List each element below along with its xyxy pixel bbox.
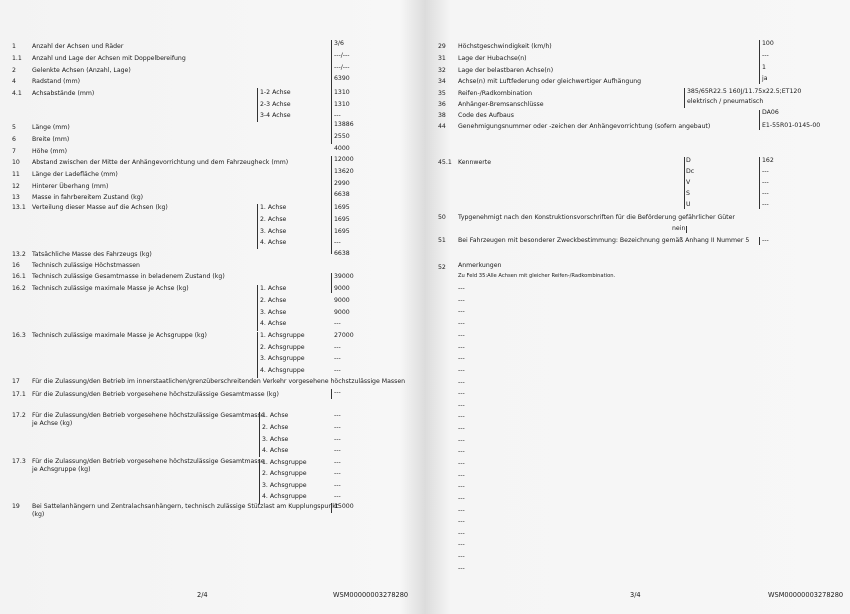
separator-line xyxy=(759,237,760,245)
field-label: Länge (mm) xyxy=(32,124,70,131)
field-number: 6 xyxy=(12,136,16,143)
remark-line: --- xyxy=(458,541,465,548)
field-value: --- xyxy=(334,344,341,351)
document-id: WSM00000003278280 xyxy=(333,591,409,599)
field-label: Reifen-/Radkombination xyxy=(458,90,533,97)
remark-line: --- xyxy=(458,553,465,560)
field-label: je Achsgruppe (kg) xyxy=(32,466,91,473)
field-label: Bei Fahrzeugen mit besonderer Zweckbestimmung: Bezeichnung gemäß Anhang II Nummer 5 xyxy=(458,237,750,244)
axle-label: 2. Achse xyxy=(262,424,289,431)
axle-label: 1. Achse xyxy=(260,204,287,211)
field-label: Achse(n) mit Luftfederung oder gleichwertiger Aufhängung xyxy=(458,78,642,85)
field-label: Für die Zulassung/den Betrieb vorgesehene höchstzulässige Gesamtmasse (kg) xyxy=(32,391,279,398)
characteristic-key: S xyxy=(686,190,690,197)
field-value: --- xyxy=(762,237,769,244)
field-label: Anzahl der Achsen und Räder xyxy=(32,43,124,50)
field-label: Länge der Ladefläche (mm) xyxy=(32,171,118,178)
field-value: 6638 xyxy=(334,250,350,257)
field-value: 1695 xyxy=(334,216,350,223)
remark-line: --- xyxy=(458,367,465,374)
remark-line: --- xyxy=(458,379,465,386)
field-value: --- xyxy=(334,424,341,431)
field-number: 16 xyxy=(12,262,20,269)
field-label: je Achse (kg) xyxy=(32,420,73,427)
field-label: Breite (mm) xyxy=(32,136,70,143)
field-label: Code des Aufbaus xyxy=(458,112,514,119)
field-number: 4 xyxy=(12,78,16,85)
field-value: --- xyxy=(334,367,341,374)
field-label: Abstand zwischen der Mitte der Anhängevorrichtung und dem Fahrzeugheck (mm) xyxy=(32,159,289,166)
characteristic-key: Dc xyxy=(686,168,695,175)
field-number: 11 xyxy=(12,171,20,178)
remark-line: --- xyxy=(458,355,465,362)
field-label: Gelenkte Achsen (Anzahl, Lage) xyxy=(32,67,131,74)
remark-line: --- xyxy=(458,308,465,315)
axle-group-label: 4. Achsgruppe xyxy=(262,493,307,500)
field-number: 16.2 xyxy=(12,285,26,292)
field-label: Technisch zulässige maximale Masse je Achse (kg) xyxy=(32,285,189,292)
field-value: 12000 xyxy=(334,156,354,163)
field-number: 17.2 xyxy=(12,412,26,419)
field-value: 39000 xyxy=(334,273,354,280)
field-number: 36 xyxy=(438,101,446,108)
field-number: 4.1 xyxy=(12,90,22,97)
field-number: 19 xyxy=(12,503,20,510)
remark-line: --- xyxy=(458,297,465,304)
separator-line xyxy=(257,204,258,249)
characteristic-key: U xyxy=(686,201,691,208)
remark-line: --- xyxy=(458,425,465,432)
field-value: 1695 xyxy=(334,228,350,235)
axle-group-label: 3. Achsgruppe xyxy=(260,355,305,362)
axle-label: 2. Achse xyxy=(260,216,287,223)
field-number: 29 xyxy=(438,43,446,50)
separator-line xyxy=(686,226,687,233)
remark-line: --- xyxy=(458,460,465,467)
field-number: 17.3 xyxy=(12,458,26,465)
field-number: 51 xyxy=(438,237,446,244)
field-label: Tatsächliche Masse des Fahrzeugs (kg) xyxy=(32,251,152,258)
field-label: Technisch zulässige maximale Masse je Achsgruppe (kg) xyxy=(32,332,207,339)
field-value: --- xyxy=(762,190,769,197)
field-number: 12 xyxy=(12,183,20,190)
remark-line: --- xyxy=(458,530,465,537)
field-label: Für die Zulassung/den Betrieb vorgesehene höchstzulässige Gesamtmasse xyxy=(32,412,265,419)
separator-line xyxy=(331,503,332,513)
field-label: Bei Sattelanhängern und Zentralachsanhängern, technisch zulässige Stützlast am Kupplungspunkt xyxy=(32,503,339,510)
separator-line xyxy=(331,389,332,399)
remark-line: --- xyxy=(458,344,465,351)
remark-line: --- xyxy=(458,483,465,490)
field-value: 1695 xyxy=(334,204,350,211)
field-value: 9000 xyxy=(334,297,350,304)
field-value: --- xyxy=(762,179,769,186)
remark-line: --- xyxy=(458,565,465,572)
field-value: E1-55R01-0145-00 xyxy=(762,122,821,129)
axle-group-label: 1. Achsgruppe xyxy=(260,332,305,339)
field-label: Für die Zulassung/den Betrieb vorgesehene höchstzulässige Gesamtmasse xyxy=(32,458,265,465)
field-number: 1.1 xyxy=(12,55,22,62)
field-number: 1 xyxy=(12,43,16,50)
field-number: 16.1 xyxy=(12,273,26,280)
field-value: --- xyxy=(762,52,769,59)
field-label: Höchstgeschwindigkeit (km/h) xyxy=(458,43,552,50)
remark-line: --- xyxy=(458,507,465,514)
field-number: 45.1 xyxy=(438,159,452,166)
field-label: Achsabstände (mm) xyxy=(32,90,95,97)
field-label: Für die Zulassung/den Betrieb im innerstaatlichen/grenzüberschreitenden Verkehr vorgesehene höchstzulässige Massen xyxy=(32,378,406,385)
field-value: ---/--- xyxy=(334,64,350,71)
page-number: 3/4 xyxy=(630,591,641,599)
separator-line xyxy=(684,88,685,108)
field-number: 2 xyxy=(12,67,16,74)
field-value: --- xyxy=(334,412,341,419)
remark-line: --- xyxy=(458,285,465,292)
field-value: --- xyxy=(334,470,341,477)
axle-label: 4. Achse xyxy=(260,239,287,246)
field-value: 385/65R22.5 160J/11.75x22.5;ET120 xyxy=(687,88,802,95)
field-value: 9000 xyxy=(334,285,350,292)
axle-group-label: 2. Achsgruppe xyxy=(262,470,307,477)
characteristic-key: V xyxy=(686,179,691,186)
separator-line xyxy=(259,412,260,457)
remark-line: --- xyxy=(458,437,465,444)
field-number: 52 xyxy=(438,264,446,271)
field-label: Anhänger-Bremsanschlüsse xyxy=(458,101,544,108)
remark-line: --- xyxy=(458,390,465,397)
field-value: 9000 xyxy=(334,309,350,316)
field-number: 5 xyxy=(12,124,16,131)
field-number: 13.1 xyxy=(12,204,26,211)
field-label: Anzahl und Lage der Achsen mit Doppelbereifung xyxy=(32,55,186,62)
field-label: Lage der Hubachse(n) xyxy=(458,55,527,62)
field-value: 162 xyxy=(762,157,774,164)
field-number: 10 xyxy=(12,159,20,166)
separator-line xyxy=(257,285,258,331)
field-value: 6390 xyxy=(334,75,350,82)
separator-line xyxy=(257,332,258,378)
field-value: --- xyxy=(334,355,341,362)
field-value: --- xyxy=(334,493,341,500)
field-label: Typgenehmigt nach den Konstruktionsvorschriften für die Beförderung gefährlicher Güter xyxy=(458,214,735,221)
field-number: 13 xyxy=(12,194,20,201)
axle-label: 2-3 Achse xyxy=(260,101,291,108)
field-number: 32 xyxy=(438,67,446,74)
field-label: Masse in fahrbereitem Zustand (kg) xyxy=(32,194,144,201)
page-number: 2/4 xyxy=(197,591,208,599)
axle-group-label: 2. Achsgruppe xyxy=(260,344,305,351)
field-label: (kg) xyxy=(32,511,45,518)
field-number: 38 xyxy=(438,112,446,119)
field-label: Genehmigungsnummer oder -zeichen der Anhängevorrichtung (sofern angebaut) xyxy=(458,123,711,130)
field-value: nein xyxy=(672,225,686,232)
document-id: WSM00000003278280 xyxy=(768,591,844,599)
field-label: Verteilung dieser Masse auf die Achsen (kg) xyxy=(32,204,168,211)
field-value: --- xyxy=(334,320,341,327)
axle-label: 1. Achse xyxy=(260,285,287,292)
remark-line: --- xyxy=(458,495,465,502)
field-number: 44 xyxy=(438,123,446,130)
field-value: 6638 xyxy=(334,191,350,198)
field-label: Technisch zulässige Gesamtmasse in beladenem Zustand (kg) xyxy=(32,273,225,280)
field-value: --- xyxy=(334,239,341,246)
field-value: --- xyxy=(334,112,341,119)
remark-line: --- xyxy=(458,402,465,409)
field-value: 1310 xyxy=(334,101,350,108)
separator-line xyxy=(331,273,332,293)
field-value: 15000 xyxy=(334,503,354,510)
axle-group-label: 1. Achsgruppe xyxy=(262,459,307,466)
field-number: 7 xyxy=(12,148,16,155)
field-value: --- xyxy=(334,459,341,466)
field-number: 13.2 xyxy=(12,251,26,258)
field-value: ---/--- xyxy=(334,52,350,59)
axle-label: 4. Achse xyxy=(260,320,287,327)
field-value: --- xyxy=(762,168,769,175)
field-value: 2990 xyxy=(334,180,350,187)
axle-label: 1-2 Achse xyxy=(260,89,291,96)
remark-note: Zu Feld 35:Alle Achsen mit gleicher Reifen-/Radkombination. xyxy=(458,273,616,279)
field-value: ja xyxy=(762,75,768,82)
field-number: 17.1 xyxy=(12,391,26,398)
field-value: DA06 xyxy=(762,109,779,116)
field-value: 1310 xyxy=(334,89,350,96)
separator-line xyxy=(759,110,760,130)
characteristic-key: D xyxy=(686,157,691,164)
field-value: --- xyxy=(334,436,341,443)
field-value: 100 xyxy=(762,40,774,47)
field-number: 50 xyxy=(438,214,446,221)
remark-line: --- xyxy=(458,332,465,339)
field-value: 1 xyxy=(762,64,766,71)
axle-group-label: 4. Achsgruppe xyxy=(260,367,305,374)
field-number: 16.3 xyxy=(12,332,26,339)
axle-label: 1. Achse xyxy=(262,412,289,419)
axle-label: 3-4 Achse xyxy=(260,112,291,119)
field-label: Anmerkungen xyxy=(458,262,502,269)
field-number: 35 xyxy=(438,90,446,97)
separator-line xyxy=(259,459,260,504)
axle-label: 3. Achse xyxy=(260,309,287,316)
separator-line xyxy=(759,157,760,209)
remark-line: --- xyxy=(458,472,465,479)
remark-line: --- xyxy=(458,413,465,420)
axle-label: 4. Achse xyxy=(262,447,289,454)
field-label: Lage der belastbaren Achse(n) xyxy=(458,67,554,74)
separator-line xyxy=(257,88,258,122)
field-label: Radstand (mm) xyxy=(32,78,81,85)
separator-line xyxy=(331,40,332,144)
field-value: 4000 xyxy=(334,145,350,152)
field-value: --- xyxy=(334,447,341,454)
field-value: elektrisch / pneumatisch xyxy=(687,98,764,105)
axle-group-label: 3. Achsgruppe xyxy=(262,482,307,489)
field-value: --- xyxy=(762,201,769,208)
field-number: 31 xyxy=(438,55,446,62)
field-label: Hinterer Überhang (mm) xyxy=(32,183,109,190)
field-value: 13886 xyxy=(334,121,354,128)
axle-label: 3. Achse xyxy=(262,436,289,443)
separator-line xyxy=(331,156,332,254)
field-number: 17 xyxy=(12,378,20,385)
field-value: --- xyxy=(334,482,341,489)
separator-line xyxy=(684,157,685,209)
field-value: 27000 xyxy=(334,332,354,339)
field-label: Technisch zulässige Höchstmassen xyxy=(32,262,140,269)
field-number: 34 xyxy=(438,78,446,85)
field-value: 13620 xyxy=(334,168,354,175)
remark-line: --- xyxy=(458,448,465,455)
field-label: Kennwerte xyxy=(458,159,492,166)
remark-line: --- xyxy=(458,518,465,525)
field-value: 2550 xyxy=(334,133,350,140)
remark-line: --- xyxy=(458,320,465,327)
axle-label: 3. Achse xyxy=(260,228,287,235)
field-value: --- xyxy=(334,389,341,396)
field-value: 3/6 xyxy=(334,40,344,47)
separator-line xyxy=(759,40,760,84)
axle-label: 2. Achse xyxy=(260,297,287,304)
field-label: Höhe (mm) xyxy=(32,148,68,155)
